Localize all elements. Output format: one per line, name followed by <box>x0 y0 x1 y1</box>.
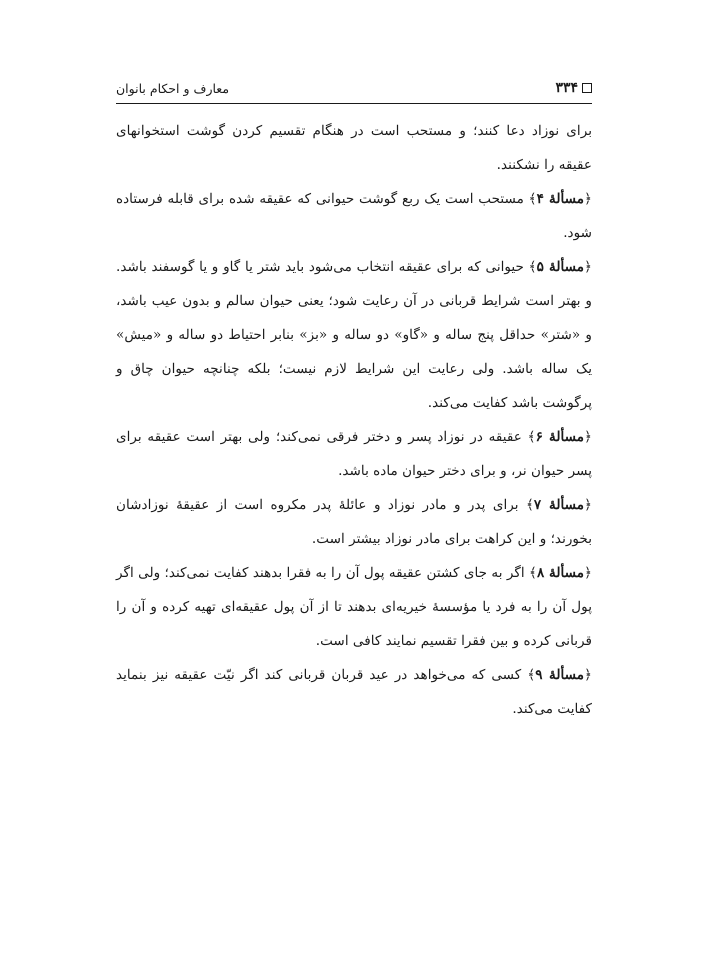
issue-label: مسألهٔ ۵ <box>536 259 585 275</box>
paragraph-text: حیوانی که برای عقیقه انتخاب می‌شود باید شتر یا گاو و یا گوسفند باشد. و بهتر است شرایط قربانی در آن رعایت شود؛ یعنی حیوان سالم و بدون عیب باشد، و «شتر» حداقل پنج ساله و «گاو» دو ساله و «بز» بنابر احتیاط دو ساله و «میش» یک ساله باشد. ولی رعایت این شرایط لازم نیست؛ بلکه چنانچه حیوان چاق و پرگوشت باشد کفایت می‌کند. <box>116 259 592 411</box>
header-divider <box>116 103 592 104</box>
bracket-open: ﴿ <box>584 259 593 275</box>
bracket-close: ﴾ <box>528 259 537 275</box>
paragraph-text: عقیقه در نوزاد پسر و دختر فرقی نمی‌کند؛ ولی بهتر است عقیقه برای پسر حیوان نر، و برای دختر حیوان ماده باشد. <box>116 429 592 479</box>
issue-paragraph-8 <box>116 556 592 658</box>
bracket-open: ﴿ <box>584 429 592 445</box>
page-number-text: ۳۳۴ <box>555 80 578 96</box>
bracket-close: ﴾ <box>527 429 536 445</box>
paragraph-text: برای پدر و مادر نوزاد و عائلهٔ پدر مکروه است از عقیقهٔ نوزادشان بخورند؛ و این کراهت برای مادر نوزاد بیشتر است. <box>116 497 592 547</box>
issue-label: مسألهٔ ۶ <box>535 429 585 445</box>
square-icon <box>582 83 592 93</box>
bracket-open: ﴿ <box>584 565 593 581</box>
paragraph-text: کسی که می‌خواهد در عید قربان قربانی کند اگر نیّت عقیقه نیز بنماید کفایت می‌کند. <box>116 667 592 717</box>
issue-label: مسألهٔ ۸ <box>536 565 585 581</box>
bracket-close: ﴾ <box>528 191 537 207</box>
issue-paragraph-6 <box>116 420 592 488</box>
page-number <box>555 80 592 96</box>
paragraph-text: مستحب است یک ربع گوشت حیوانی که عقیقه شده برای قابله فرستاده شود. <box>116 191 592 241</box>
running-header-title: معارف و احکام بانوان <box>116 81 230 96</box>
paragraph-text: برای نوزاد دعا کنند؛ و مستحب است در هنگام تقسیم کردن گوشت استخوانهای عقیقه را نشکنند. <box>116 123 592 173</box>
issue-label: مسألهٔ ۹ <box>535 667 585 683</box>
bracket-close: ﴾ <box>525 497 534 513</box>
issue-label: مسألهٔ ۴ <box>536 191 585 207</box>
issue-paragraph-9 <box>116 658 592 726</box>
bracket-open: ﴿ <box>584 667 592 683</box>
bracket-close: ﴾ <box>527 667 536 683</box>
issue-paragraph-4 <box>116 182 592 250</box>
page-header <box>116 78 592 104</box>
issue-paragraph-7 <box>116 488 592 556</box>
bracket-close: ﴾ <box>529 565 537 581</box>
issue-paragraph-5 <box>116 250 592 420</box>
bracket-open: ﴿ <box>584 497 592 513</box>
page-body <box>116 114 592 726</box>
issue-label: مسألهٔ ۷ <box>533 497 585 513</box>
bracket-open: ﴿ <box>584 191 593 207</box>
paragraph-text: اگر به جای کشتن عقیقه پول آن را به فقرا بدهند کفایت نمی‌کند؛ ولی اگر پول آن را به فرد یا مؤسسهٔ خیریه‌ای بدهند تا از آن پول عقیقه‌ای تهیه کرده و آن را قربانی کرده و بین فقرا تقسیم نمایند کافی است. <box>116 565 592 649</box>
paragraph-intro <box>116 114 592 182</box>
